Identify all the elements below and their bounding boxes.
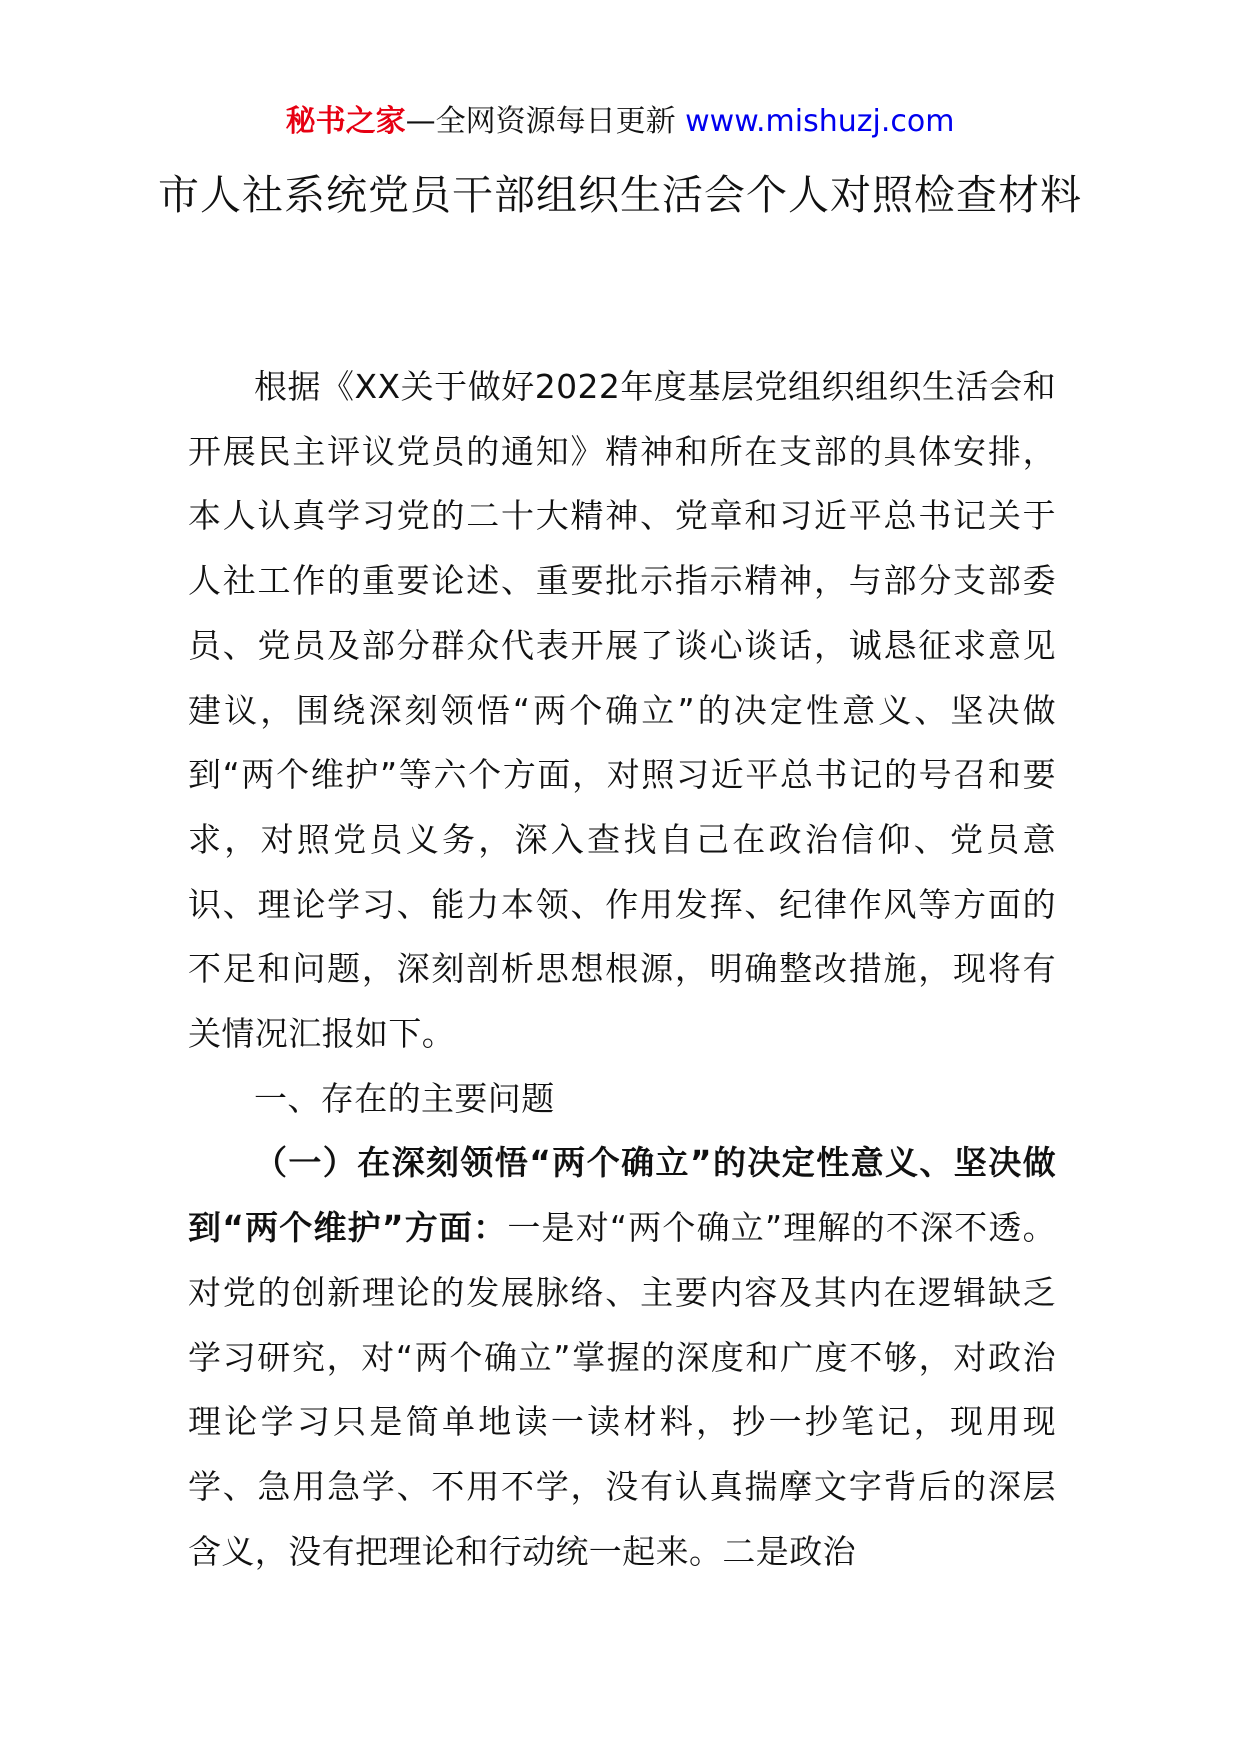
section-heading-problems: 一、存在的主要问题	[254, 1078, 555, 1118]
subsection-heading: （一）在深刻领悟“两个确立”的决定性意义、坚决做到“两个维护”方面：	[188, 1143, 1056, 1248]
site-brand: 秘书之家	[285, 104, 406, 139]
intro-paragraph: 根据《XX关于做好2022年度基层党组织组织生活会和开展民主评议党员的通知》精神和所在支部的具体安排，本人认真学习党的二十大精神、党章和习近平总书记关于人社工作的重要论述、重要批示指示精神，与部分支部委员、党员及部分群众代表开展了谈心谈话，诚恳征求意见建议，围绕深刻领悟“两个确立”的决定性意义、坚决做到“两个维护”等六个方面，对照习近平总书记的号召和要求，对照党员义务，深入查找自己在政治信仰、党员意识、理论学习、能力本领、作用发挥、纪律作风等方面的不足和问题，深刻剖析思想根源，明确整改措施，现将有关情况汇报如下。	[188, 367, 1056, 1054]
subsection-body: 一是对“两个确立”理解的不深不透。对党的创新理论的发展脉络、主要内容及其内在逻辑缺乏学习研究，对“两个确立”掌握的深度和广度不够，对政治理论学习只是简单地读一读材料，抄一抄笔记，现用现学、急用急学、不用不学，没有认真揣摩文字背后的深层含义，没有把理论和行动统一起来。二是政治	[188, 1208, 1056, 1571]
document-title: 市人社系统党员干部组织生活会个人对照检查材料	[158, 171, 1082, 219]
banner-dash: —	[405, 104, 436, 139]
document-body	[188, 355, 1056, 1584]
site-url-link[interactable]: www.mishuzj.com	[685, 104, 955, 139]
subsection-paragraph	[188, 1131, 1056, 1584]
site-tagline: 全网资源每日更新	[435, 104, 686, 139]
site-banner	[0, 100, 1240, 144]
